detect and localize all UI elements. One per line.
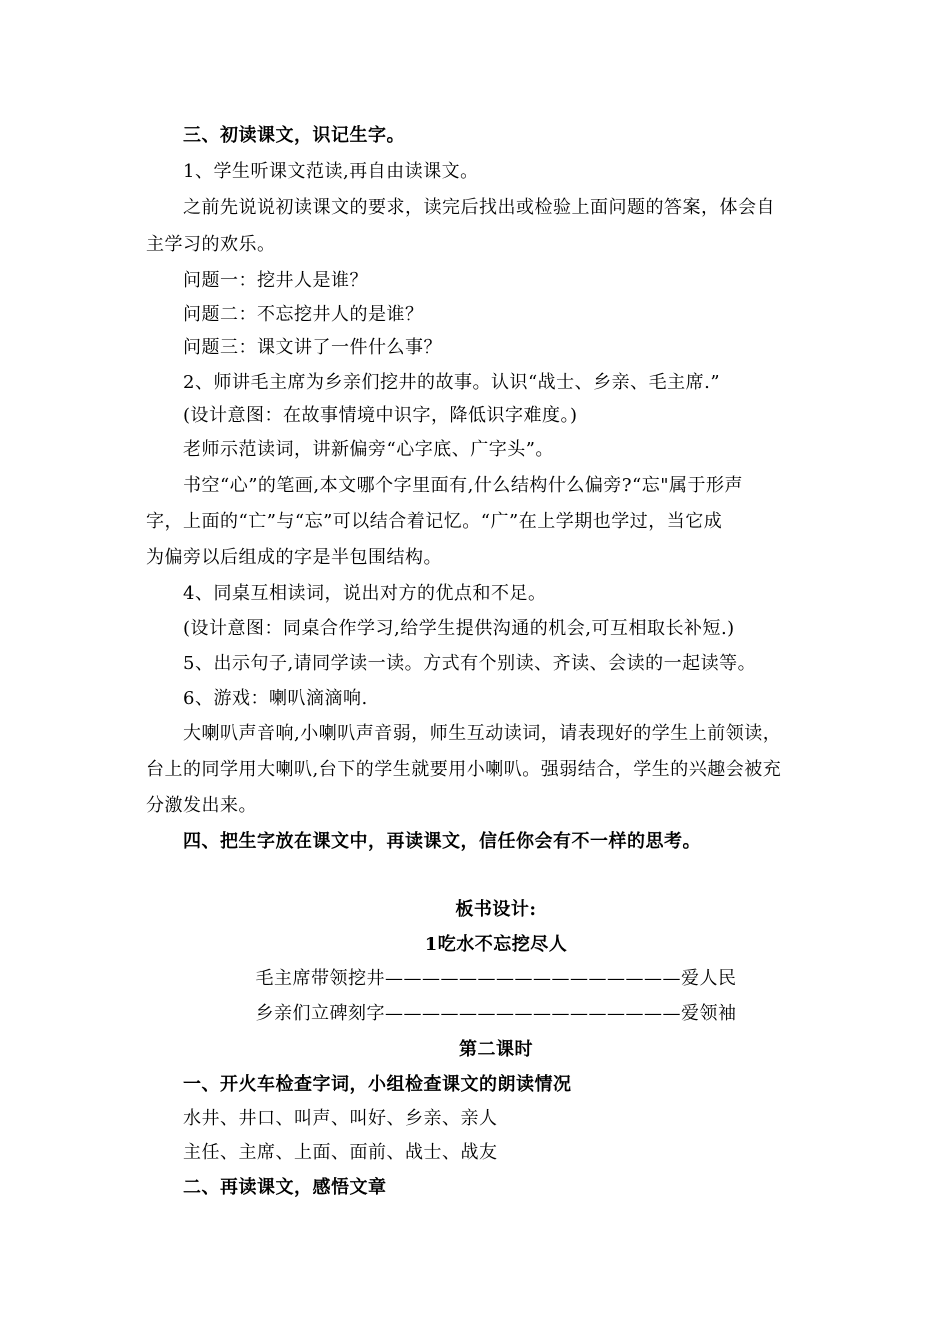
paragraph-game-line-3: 分激发出来。 — [146, 795, 257, 816]
design-intent-2: (设计意图：同桌合作学习,给学生提供沟通的机会,可互相取长补短.) — [183, 618, 735, 639]
question-one: 问题一：挖井人是谁？ — [183, 270, 368, 291]
word-list-2: 主任、主席、上面、面前、战士、战友 — [183, 1142, 498, 1163]
word-list-1: 水井、井口、叫声、叫好、乡亲、亲人 — [183, 1108, 498, 1129]
paragraph-stroke-order-line-1: 书空“心”的笔画,本文哪个字里面有,什么结构什么偏旁?“忘"属于形声 — [183, 475, 743, 496]
paragraph-step-4: 4、同桌互相读词，说出对方的优点和不足。 — [183, 583, 547, 604]
second-lesson-section-two-heading: 二、再读课文，感悟文章 — [183, 1177, 387, 1198]
section-three-heading: 三、初读课文，识记生字。 — [183, 125, 405, 146]
board-design-row-2: 乡亲们立碑刻字————————————————爱领袖 — [255, 1003, 737, 1024]
question-two: 问题二：不忘挖井人的是谁？ — [183, 304, 424, 325]
paragraph-game-line-2: 台上的同学用大喇叭,台下的学生就要用小喇叭。强弱结合，学生的兴趣会被充 — [146, 759, 782, 780]
design-intent-1: (设计意图：在故事情境中识字，降低识字难度。) — [183, 405, 578, 426]
paragraph-stroke-order-line-3: 为偏旁以后组成的字是半包围结构。 — [146, 547, 442, 568]
paragraph-step-2: 2、师讲毛主席为乡亲们挖井的故事。认识“战士、乡亲、毛主席.” — [183, 372, 721, 393]
board-design-row-1: 毛主席带领挖井————————————————爱人民 — [255, 968, 737, 989]
paragraph-stroke-order-line-2: 字，上面的“亡”与“忘”可以结合着记忆。“广”在上学期也学过，当它成 — [146, 511, 723, 532]
section-four-heading: 四、把生字放在课文中，再读课文，信任你会有不一样的思考。 — [183, 831, 701, 852]
second-lesson-title: 第二课时 — [459, 1039, 533, 1060]
board-design-title: 板书设计: — [455, 899, 537, 920]
question-three: 问题三：课文讲了一件什么事？ — [183, 337, 442, 358]
board-design-subtitle: 1吃水不忘挖尽人 — [424, 934, 568, 955]
paragraph-game-line-1: 大喇叭声音响,小喇叭声音弱，师生互动读词，请表现好的学生上前领读， — [183, 723, 782, 744]
paragraph-reading-requirements-line-1: 之前先说说初读课文的要求，读完后找出或检验上面问题的答案，体会自 — [183, 197, 775, 218]
paragraph-new-radicals: 老师示范读词，讲新偏旁“心字底、广字头”。 — [183, 439, 554, 460]
paragraph-step-6: 6、游戏：喇叭滴滴响. — [183, 688, 368, 709]
second-lesson-section-one-heading: 一、开火车检查字词，小组检查课文的朗读情况 — [183, 1074, 572, 1095]
paragraph-step-1: 1、学生听课文范读,再自由读课文。 — [183, 161, 479, 182]
paragraph-reading-requirements-line-2: 主学习的欢乐。 — [146, 234, 276, 255]
paragraph-step-5: 5、出示句子,请同学读一读。方式有个别读、齐读、会读的一起读等。 — [183, 653, 757, 674]
